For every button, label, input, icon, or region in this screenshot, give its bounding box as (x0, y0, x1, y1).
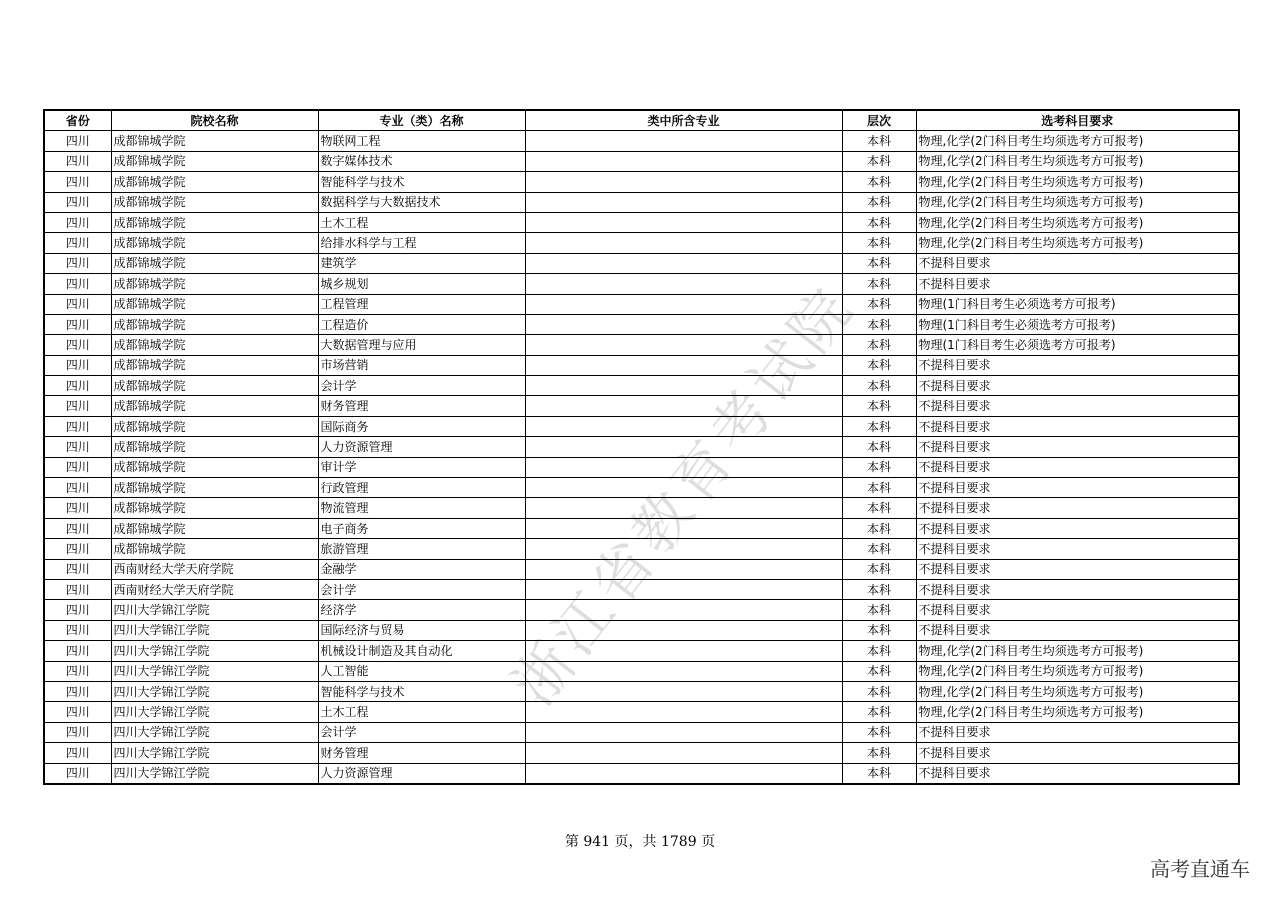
cell-level: 本科 (842, 396, 916, 416)
cell-included-majors (525, 151, 842, 171)
cell-school-name: 成都锦城学院 (111, 212, 318, 232)
cell-province: 四川 (44, 600, 111, 620)
cell-province: 四川 (44, 681, 111, 701)
table-row (44, 559, 1239, 579)
cell-province: 四川 (44, 416, 111, 436)
cell-subject-requirements: 不提科目要求 (916, 457, 1239, 477)
cell-subject-requirements: 不提科目要求 (916, 498, 1239, 518)
cell-subject-requirements: 不提科目要求 (916, 274, 1239, 294)
cell-province: 四川 (44, 314, 111, 334)
cell-province: 四川 (44, 274, 111, 294)
cell-school-name: 四川大学锦江学院 (111, 722, 318, 742)
cell-major-name: 工程管理 (318, 294, 525, 314)
cell-province: 四川 (44, 253, 111, 273)
cell-level: 本科 (842, 641, 916, 661)
table-row (44, 457, 1239, 477)
cell-major-name: 土木工程 (318, 702, 525, 722)
watermark: 浙江省教育考试院 (499, 272, 869, 718)
table-header-row (44, 110, 1239, 131)
cell-subject-requirements: 物理,化学(2门科目考生均须选考方可报考) (916, 212, 1239, 232)
cell-major-name: 人力资源管理 (318, 763, 525, 784)
cell-level: 本科 (842, 437, 916, 457)
cell-province: 四川 (44, 620, 111, 640)
cell-major-name: 人力资源管理 (318, 437, 525, 457)
cell-school-name: 西南财经大学天府学院 (111, 559, 318, 579)
table-row (44, 376, 1239, 396)
cell-subject-requirements: 不提科目要求 (916, 600, 1239, 620)
cell-province: 四川 (44, 518, 111, 538)
cell-included-majors (525, 518, 842, 538)
cell-subject-requirements: 不提科目要求 (916, 539, 1239, 559)
cell-level: 本科 (842, 192, 916, 212)
cell-subject-requirements: 物理,化学(2门科目考生均须选考方可报考) (916, 641, 1239, 661)
cell-subject-requirements: 不提科目要求 (916, 416, 1239, 436)
cell-province: 四川 (44, 172, 111, 192)
cell-major-name: 大数据管理与应用 (318, 335, 525, 355)
table-row (44, 416, 1239, 436)
cell-level: 本科 (842, 172, 916, 192)
cell-province: 四川 (44, 355, 111, 375)
cell-subject-requirements: 物理,化学(2门科目考生均须选考方可报考) (916, 661, 1239, 681)
cell-subject-requirements: 不提科目要求 (916, 253, 1239, 273)
header-included-majors: 类中所含专业 (525, 110, 842, 131)
cell-major-name: 智能科学与技术 (318, 681, 525, 701)
cell-major-name: 给排水科学与工程 (318, 233, 525, 253)
cell-subject-requirements: 不提科目要求 (916, 743, 1239, 763)
table-row (44, 212, 1239, 232)
cell-subject-requirements: 物理,化学(2门科目考生均须选考方可报考) (916, 131, 1239, 151)
cell-level: 本科 (842, 579, 916, 599)
cell-school-name: 成都锦城学院 (111, 233, 318, 253)
cell-level: 本科 (842, 131, 916, 151)
cell-included-majors (525, 641, 842, 661)
cell-school-name: 四川大学锦江学院 (111, 681, 318, 701)
cell-subject-requirements: 物理(1门科目考生必须选考方可报考) (916, 294, 1239, 314)
cell-province: 四川 (44, 437, 111, 457)
cell-included-majors (525, 457, 842, 477)
cell-province: 四川 (44, 478, 111, 498)
table-row (44, 151, 1239, 171)
cell-major-name: 旅游管理 (318, 539, 525, 559)
cell-level: 本科 (842, 559, 916, 579)
cell-school-name: 成都锦城学院 (111, 478, 318, 498)
cell-included-majors (525, 376, 842, 396)
cell-subject-requirements: 物理(1门科目考生必须选考方可报考) (916, 335, 1239, 355)
cell-major-name: 国际商务 (318, 416, 525, 436)
table-row (44, 172, 1239, 192)
cell-province: 四川 (44, 743, 111, 763)
cell-level: 本科 (842, 274, 916, 294)
cell-included-majors (525, 579, 842, 599)
cell-province: 四川 (44, 151, 111, 171)
cell-level: 本科 (842, 722, 916, 742)
table-row (44, 722, 1239, 742)
cell-subject-requirements: 不提科目要求 (916, 722, 1239, 742)
table-row (44, 478, 1239, 498)
cell-province: 四川 (44, 722, 111, 742)
cell-subject-requirements: 物理(1门科目考生必须选考方可报考) (916, 314, 1239, 334)
cell-province: 四川 (44, 192, 111, 212)
cell-included-majors (525, 702, 842, 722)
cell-school-name: 成都锦城学院 (111, 131, 318, 151)
cell-school-name: 成都锦城学院 (111, 416, 318, 436)
cell-province: 四川 (44, 579, 111, 599)
cell-school-name: 成都锦城学院 (111, 498, 318, 518)
cell-included-majors (525, 131, 842, 151)
cell-school-name: 四川大学锦江学院 (111, 600, 318, 620)
table-row (44, 641, 1239, 661)
cell-subject-requirements: 物理,化学(2门科目考生均须选考方可报考) (916, 151, 1239, 171)
table-row (44, 539, 1239, 559)
cell-level: 本科 (842, 661, 916, 681)
cell-major-name: 财务管理 (318, 396, 525, 416)
cell-subject-requirements: 物理,化学(2门科目考生均须选考方可报考) (916, 172, 1239, 192)
cell-subject-requirements: 不提科目要求 (916, 620, 1239, 640)
page-footer: 第 941 页，共 1789 页 (564, 834, 716, 850)
cell-province: 四川 (44, 131, 111, 151)
cell-level: 本科 (842, 457, 916, 477)
table-row (44, 253, 1239, 273)
enrollment-table (43, 109, 1240, 785)
cell-major-name: 财务管理 (318, 743, 525, 763)
header-school-name: 院校名称 (111, 110, 318, 131)
table-row (44, 233, 1239, 253)
cell-level: 本科 (842, 416, 916, 436)
cell-level: 本科 (842, 212, 916, 232)
cell-included-majors (525, 559, 842, 579)
table-row (44, 131, 1239, 151)
table-row (44, 294, 1239, 314)
table-row (44, 661, 1239, 681)
cell-province: 四川 (44, 498, 111, 518)
cell-major-name: 审计学 (318, 457, 525, 477)
cell-major-name: 土木工程 (318, 212, 525, 232)
table-row (44, 355, 1239, 375)
cell-major-name: 金融学 (318, 559, 525, 579)
cell-included-majors (525, 478, 842, 498)
header-major-name: 专业（类）名称 (318, 110, 525, 131)
header-level: 层次 (842, 110, 916, 131)
cell-subject-requirements: 不提科目要求 (916, 478, 1239, 498)
cell-province: 四川 (44, 763, 111, 784)
cell-level: 本科 (842, 253, 916, 273)
cell-school-name: 成都锦城学院 (111, 274, 318, 294)
cell-subject-requirements: 不提科目要求 (916, 376, 1239, 396)
cell-major-name: 经济学 (318, 600, 525, 620)
cell-level: 本科 (842, 743, 916, 763)
table-row (44, 437, 1239, 457)
cell-major-name: 数字媒体技术 (318, 151, 525, 171)
cell-province: 四川 (44, 396, 111, 416)
cell-included-majors (525, 539, 842, 559)
cell-included-majors (525, 294, 842, 314)
cell-subject-requirements: 不提科目要求 (916, 763, 1239, 784)
cell-province: 四川 (44, 233, 111, 253)
cell-included-majors (525, 335, 842, 355)
cell-school-name: 成都锦城学院 (111, 294, 318, 314)
cell-school-name: 成都锦城学院 (111, 151, 318, 171)
cell-level: 本科 (842, 539, 916, 559)
cell-subject-requirements: 不提科目要求 (916, 579, 1239, 599)
cell-school-name: 成都锦城学院 (111, 457, 318, 477)
cell-subject-requirements: 物理,化学(2门科目考生均须选考方可报考) (916, 681, 1239, 701)
cell-province: 四川 (44, 212, 111, 232)
cell-school-name: 四川大学锦江学院 (111, 661, 318, 681)
cell-subject-requirements: 物理,化学(2门科目考生均须选考方可报考) (916, 702, 1239, 722)
cell-level: 本科 (842, 498, 916, 518)
cell-included-majors (525, 172, 842, 192)
cell-included-majors (525, 274, 842, 294)
cell-subject-requirements: 物理,化学(2门科目考生均须选考方可报考) (916, 192, 1239, 212)
table-row (44, 579, 1239, 599)
table-row (44, 498, 1239, 518)
cell-included-majors (525, 212, 842, 232)
cell-province: 四川 (44, 457, 111, 477)
table-row (44, 192, 1239, 212)
cell-school-name: 成都锦城学院 (111, 539, 318, 559)
cell-major-name: 数据科学与大数据技术 (318, 192, 525, 212)
cell-school-name: 四川大学锦江学院 (111, 702, 318, 722)
cell-province: 四川 (44, 702, 111, 722)
table-row (44, 274, 1239, 294)
table-row (44, 396, 1239, 416)
cell-level: 本科 (842, 600, 916, 620)
table-row (44, 620, 1239, 640)
cell-included-majors (525, 396, 842, 416)
cell-subject-requirements: 不提科目要求 (916, 518, 1239, 538)
cell-province: 四川 (44, 294, 111, 314)
cell-level: 本科 (842, 518, 916, 538)
cell-included-majors (525, 620, 842, 640)
cell-province: 四川 (44, 641, 111, 661)
cell-subject-requirements: 物理,化学(2门科目考生均须选考方可报考) (916, 233, 1239, 253)
cell-major-name: 物联网工程 (318, 131, 525, 151)
header-province: 省份 (44, 110, 111, 131)
cell-school-name: 西南财经大学天府学院 (111, 579, 318, 599)
cell-province: 四川 (44, 335, 111, 355)
cell-level: 本科 (842, 335, 916, 355)
cell-included-majors (525, 600, 842, 620)
cell-major-name: 智能科学与技术 (318, 172, 525, 192)
cell-included-majors (525, 437, 842, 457)
cell-major-name: 建筑学 (318, 253, 525, 273)
cell-level: 本科 (842, 763, 916, 784)
table-row (44, 702, 1239, 722)
cell-school-name: 四川大学锦江学院 (111, 620, 318, 640)
cell-major-name: 国际经济与贸易 (318, 620, 525, 640)
table-row (44, 681, 1239, 701)
cell-included-majors (525, 233, 842, 253)
cell-major-name: 工程造价 (318, 314, 525, 334)
cell-school-name: 成都锦城学院 (111, 314, 318, 334)
cell-included-majors (525, 314, 842, 334)
cell-included-majors (525, 355, 842, 375)
cell-included-majors (525, 681, 842, 701)
cell-level: 本科 (842, 376, 916, 396)
cell-province: 四川 (44, 661, 111, 681)
cell-school-name: 成都锦城学院 (111, 437, 318, 457)
table-row (44, 743, 1239, 763)
cell-included-majors (525, 722, 842, 742)
cell-major-name: 会计学 (318, 722, 525, 742)
cell-school-name: 成都锦城学院 (111, 355, 318, 375)
cell-level: 本科 (842, 681, 916, 701)
cell-level: 本科 (842, 620, 916, 640)
cell-level: 本科 (842, 478, 916, 498)
cell-school-name: 成都锦城学院 (111, 253, 318, 273)
cell-level: 本科 (842, 314, 916, 334)
cell-school-name: 四川大学锦江学院 (111, 641, 318, 661)
cell-level: 本科 (842, 355, 916, 375)
header-subject-requirements: 选考科目要求 (916, 110, 1239, 131)
brand-logo-text: 高考直通车 (1150, 857, 1250, 881)
cell-major-name: 城乡规划 (318, 274, 525, 294)
cell-school-name: 成都锦城学院 (111, 192, 318, 212)
cell-subject-requirements: 不提科目要求 (916, 559, 1239, 579)
cell-included-majors (525, 192, 842, 212)
cell-school-name: 成都锦城学院 (111, 376, 318, 396)
table-row (44, 314, 1239, 334)
table-row (44, 763, 1239, 784)
cell-province: 四川 (44, 376, 111, 396)
cell-school-name: 四川大学锦江学院 (111, 763, 318, 784)
table-row (44, 518, 1239, 538)
cell-included-majors (525, 743, 842, 763)
cell-level: 本科 (842, 702, 916, 722)
cell-major-name: 人工智能 (318, 661, 525, 681)
cell-included-majors (525, 763, 842, 784)
cell-level: 本科 (842, 294, 916, 314)
cell-level: 本科 (842, 151, 916, 171)
cell-level: 本科 (842, 233, 916, 253)
cell-major-name: 会计学 (318, 376, 525, 396)
cell-included-majors (525, 498, 842, 518)
table-body (44, 131, 1239, 784)
cell-subject-requirements: 不提科目要求 (916, 437, 1239, 457)
cell-school-name: 成都锦城学院 (111, 172, 318, 192)
cell-school-name: 成都锦城学院 (111, 335, 318, 355)
cell-major-name: 会计学 (318, 579, 525, 599)
cell-school-name: 成都锦城学院 (111, 518, 318, 538)
cell-major-name: 机械设计制造及其自动化 (318, 641, 525, 661)
cell-major-name: 物流管理 (318, 498, 525, 518)
table-row (44, 600, 1239, 620)
cell-school-name: 四川大学锦江学院 (111, 743, 318, 763)
cell-major-name: 行政管理 (318, 478, 525, 498)
cell-included-majors (525, 661, 842, 681)
cell-included-majors (525, 253, 842, 273)
cell-major-name: 电子商务 (318, 518, 525, 538)
cell-subject-requirements: 不提科目要求 (916, 355, 1239, 375)
table-row (44, 335, 1239, 355)
cell-included-majors (525, 416, 842, 436)
cell-province: 四川 (44, 539, 111, 559)
cell-major-name: 市场营销 (318, 355, 525, 375)
cell-province: 四川 (44, 559, 111, 579)
cell-school-name: 成都锦城学院 (111, 396, 318, 416)
cell-subject-requirements: 不提科目要求 (916, 396, 1239, 416)
